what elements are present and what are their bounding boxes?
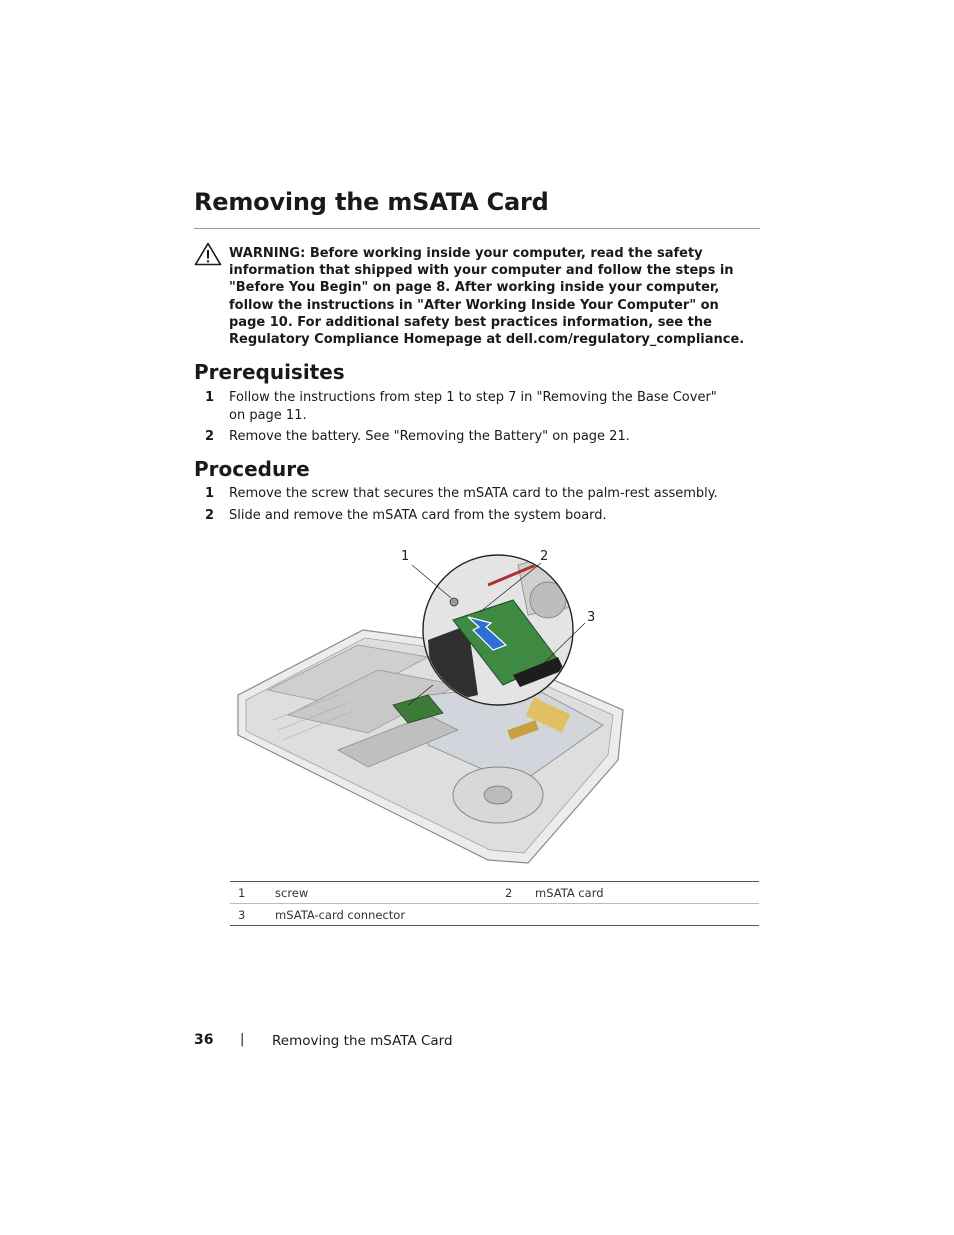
- callout-legend-table: [230, 881, 759, 926]
- legend-label: screw: [275, 885, 309, 900]
- legend-label: mSATA-card connector: [275, 907, 406, 922]
- legend-num: 3: [238, 907, 246, 922]
- step-number: 2: [205, 429, 215, 444]
- msata-removal-illustration: [228, 545, 638, 865]
- legend-label: mSATA card: [535, 885, 604, 900]
- page-title: Removing the mSATA Card: [194, 188, 549, 216]
- prerequisites-heading: Prerequisites: [194, 360, 345, 384]
- table-row: [230, 904, 759, 926]
- footer-section-title: Removing the mSATA Card: [272, 1033, 453, 1049]
- step-number: 1: [205, 390, 215, 405]
- title-divider: [194, 228, 760, 229]
- callout-1: 1: [401, 549, 410, 564]
- warning-text: WARNING: Before working inside your computer, read the safety information that shipped with your computer and follow the steps in "Before You Begin" on page 8. After working inside your computer, follow the instructions in "After Working Inside Your Computer" on page 10. For additional safety best practices information, see the Regulatory Compliance Homepage at dell.com/regulatory_compliance.: [229, 246, 745, 348]
- procedure-heading: Procedure: [194, 457, 310, 481]
- table-row: [230, 882, 759, 904]
- callout-2: 2: [540, 549, 549, 564]
- legend-num: [505, 904, 535, 926]
- step-number: 1: [205, 486, 215, 501]
- callout-3: 3: [587, 610, 596, 625]
- warning-icon: [194, 242, 222, 266]
- page-number: 36: [194, 1032, 214, 1048]
- legend-num: 1: [238, 885, 246, 900]
- legend-num: 2: [505, 885, 513, 900]
- step-number: 2: [205, 508, 215, 523]
- step-text: Remove the battery. See "Removing the Battery" on page 21.: [229, 429, 630, 444]
- legend-label: [535, 904, 759, 926]
- step-text: Remove the screw that secures the mSATA card to the palm-rest assembly.: [229, 486, 718, 501]
- step-text: Slide and remove the mSATA card from the system board.: [229, 508, 607, 523]
- footer-separator: |: [240, 1032, 245, 1047]
- step-text: Follow the instructions from step 1 to step 7 in "Removing the Base Cover" on page 11.: [229, 390, 717, 423]
